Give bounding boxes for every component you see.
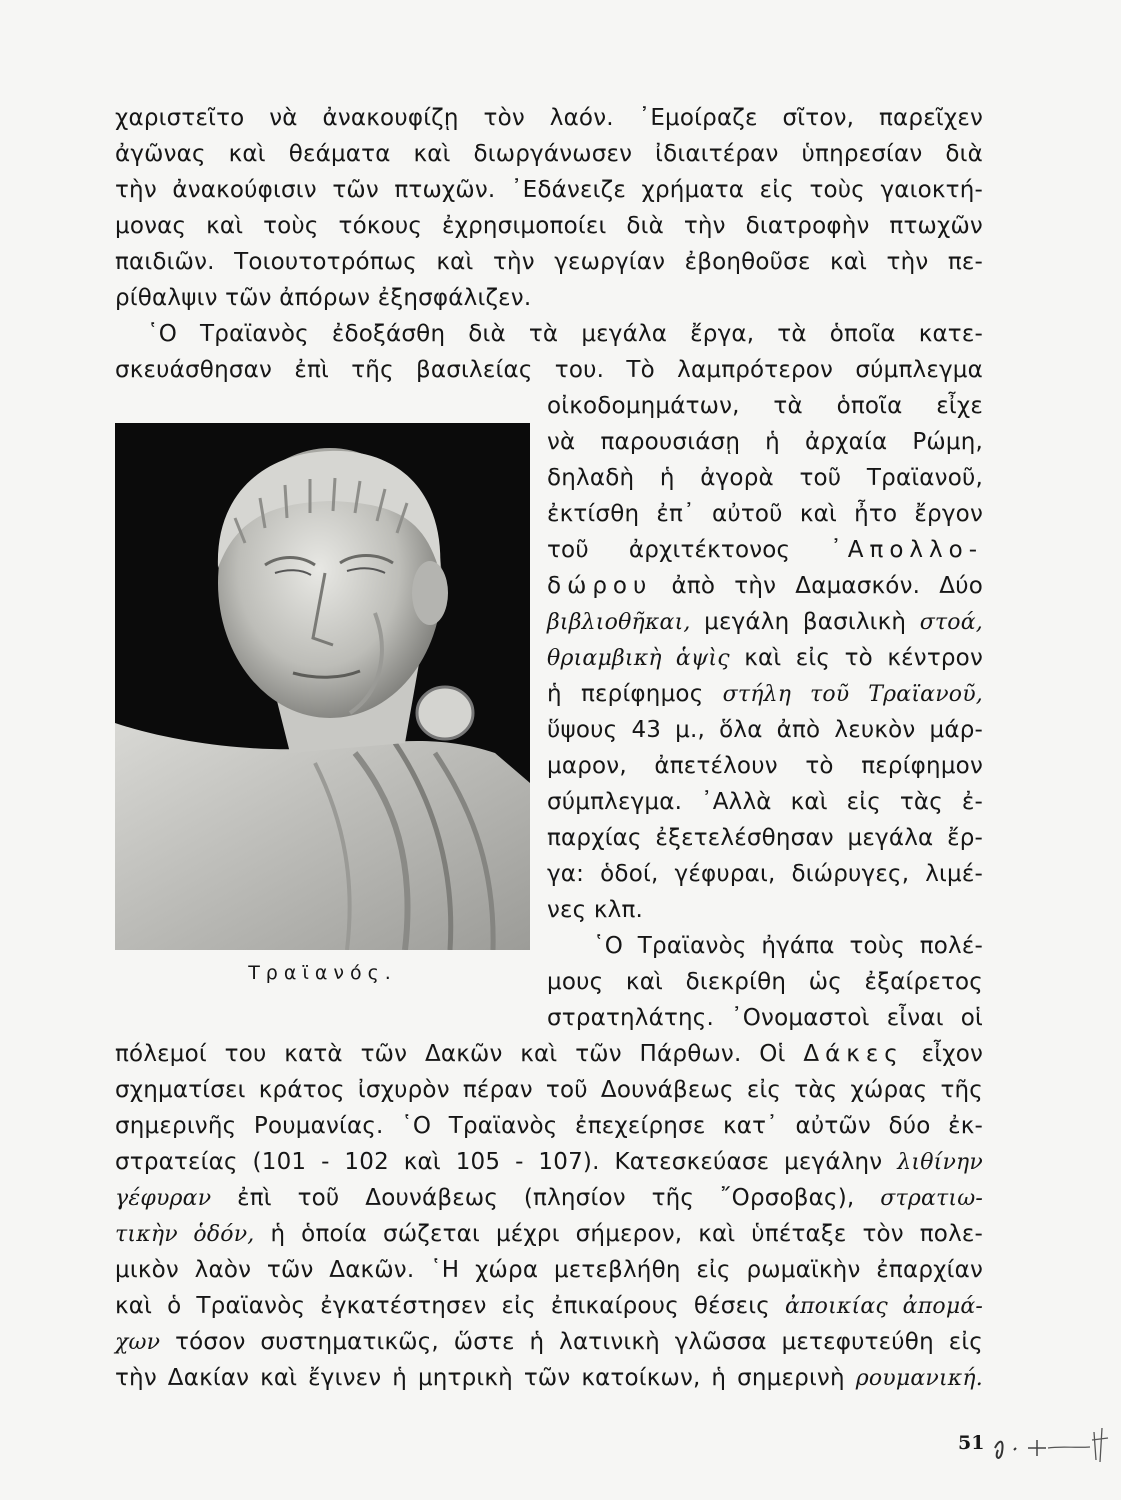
text-line: σημερινῆς Ρουμανίας. ῾Ο Τραϊανὸς ἐπεχείρησε κατ᾿ αὐτῶν δύο ἐκ- [115,1113,983,1139]
text-line: ῾Ο Τραϊανὸς ἐδοξάσθη διὰ τὰ μεγάλα ἔργα, τὰ ὁποῖα κατε- [147,321,983,347]
text-line: ῾Ο Τραϊανὸς ἠγάπα τοὺς πολέ- [593,933,983,959]
text-line [115,1288,983,1324]
text-line: ρίθαλψιν τῶν ἀπόρων ἐξησφάλιζεν. [115,285,532,311]
text-line: τὴν ἀνακούφισιν τῶν πτωχῶν. ᾿Εδάνειζε χρήματα εἰς τοὺς γαιοκτή- [115,177,983,203]
spaced-name: ᾿Απολλο- [830,537,983,563]
text-run: ἀπὸ τὴν Δαμασκόν. Δύο [671,573,983,599]
text-line: μαρον, ἀπετέλουν τὸ περίφημον [547,753,983,779]
text-line: μικὸν λαὸν τῶν Δακῶν. ῾Η χώρα μετεβλήθη εἰς ρωμαϊκὴν ἐπαρχίαν [115,1257,983,1283]
text-run: ἡ ὁποία σώζεται μέχρι σήμερον, καὶ ὑπέταξε τὸν πολε- [270,1221,984,1247]
italic-term: ἀποικίας ἀπομά- [784,1294,984,1319]
text-line: μονας καὶ τοὺς τόκους ἐχρησιμοποίει διὰ τὴν διατροφὴν πτωχῶν [115,213,983,239]
text-run: τοῦ ἀρχιτέκτονος [547,537,791,563]
text-line: οἰκοδομημάτων, τὰ ὁποῖα εἶχε [547,393,983,419]
italic-term: χων [115,1330,161,1355]
text-line: σύμπλεγμα. ᾿Αλλὰ καὶ εἰς τὰς ἐ- [547,789,983,815]
text-line: στρατηλάτης. ᾿Ονομαστοὶ εἶναι οἱ [547,1005,983,1031]
text-line: παιδιῶν. Τοιουτοτρόπως καὶ τὴν γεωργίαν ἐβοηθοῦσε καὶ τὴν πε- [115,249,983,275]
text-run: πόλεμοί του κατὰ τῶν Δακῶν καὶ τῶν Πάρθων. Οἱ [115,1041,786,1067]
italic-term: γέφυραν [115,1186,212,1211]
text-line [547,640,983,676]
italic-term: στήλη τοῦ Τραϊανοῦ, [722,682,983,707]
italic-term: ρουμανική. [855,1366,983,1391]
text-run: καὶ ὁ Τραϊανὸς ἐγκατέστησεν εἰς ἐπικαίρους θέσεις [115,1293,770,1319]
text-run: στρατείας (101 - 102 καὶ 105 - 107). Κατεσκεύασε μεγάλην [115,1149,883,1175]
text-line [115,1324,983,1360]
trajan-bust-photo [115,423,530,950]
italic-term: τικὴν ὁδόν, [115,1222,255,1247]
text-run: ἐπὶ τοῦ Δουνάβεως (πλησίον τῆς ῎Ορσοβας), [237,1185,855,1211]
text-line: χαριστεῖτο νὰ ἀνακουφίζῃ τὸν λαόν. ᾿Εμοίραζε σῖτον, παρεῖχεν [115,105,983,131]
text-line: νὰ παρουσιάσῃ ἡ ἀρχαία Ρώμη, [547,429,983,455]
text-line [547,676,983,712]
text-run: καὶ εἰς τὸ κέντρον [744,645,983,671]
text-line: δηλαδὴ ἡ ἀγορὰ τοῦ Τραϊανοῦ, [547,465,983,491]
text-line [115,1144,983,1180]
italic-term: θριαμβικὴ ἁψὶς [547,646,730,671]
text-line: γα: ὁδοί, γέφυραι, διώρυγες, λιμέ- [547,861,983,887]
handwritten-mark-icon [990,1418,1115,1468]
italic-term: λιθίνην [897,1150,983,1175]
text-line: σκευάσθησαν ἐπὶ τῆς βασιλείας του. Τὸ λαμπρότερον σύμπλεγμα [115,357,983,383]
text-line [115,1216,983,1252]
text-line [115,1036,983,1072]
figure-caption: Τραϊανός. [248,962,397,984]
text-line [115,1360,983,1396]
text-line: παρχίας ἐξετελέσθησαν μεγάλα ἔρ- [547,825,983,851]
text-run: μεγάλη βασιλικὴ [704,609,907,635]
spaced-name: Δάκες [803,1041,904,1067]
text-line: ἀγῶνας καὶ θεάματα καὶ διωργάνωσεν ἰδιαιτέραν ὑπηρεσίαν διὰ [115,141,983,167]
text-line [547,532,983,568]
text-line: σχηματίσει κράτος ἰσχυρὸν πέραν τοῦ Δουνάβεως εἰς τὰς χώρας τῆς [115,1077,983,1103]
text-line [547,604,983,640]
text-line: μους καὶ διεκρίθη ὡς ἐξαίρετος [547,969,983,995]
text-line: ἐκτίσθη ἐπ᾿ αὐτοῦ καὶ ἦτο ἔργον [547,501,983,527]
text-run: τόσον συστηματικῶς, ὥστε ἡ λατινικὴ γλῶσσα μετεφυτεύθη εἰς [175,1329,984,1355]
italic-term: βιβλιοθῆκαι, [547,610,691,635]
text-run: ἡ περίφημος [547,681,704,707]
spaced-name: δώρου [547,573,653,599]
text-line [547,568,983,604]
text-run: τὴν Δακίαν καὶ ἔγινεν ἡ μητρικὴ τῶν κατοίκων, ἡ σημερινὴ [115,1365,845,1391]
italic-term: στοά, [919,610,983,635]
page-number: 51 [958,1432,985,1454]
italic-term: στρατιω- [880,1186,983,1211]
text-line [115,1180,983,1216]
text-line: νες κλπ. [547,897,644,923]
text-line: ὕψους 43 μ., ὅλα ἀπὸ λευκὸν μάρ- [547,717,983,743]
text-run: εἶχον [921,1041,984,1067]
